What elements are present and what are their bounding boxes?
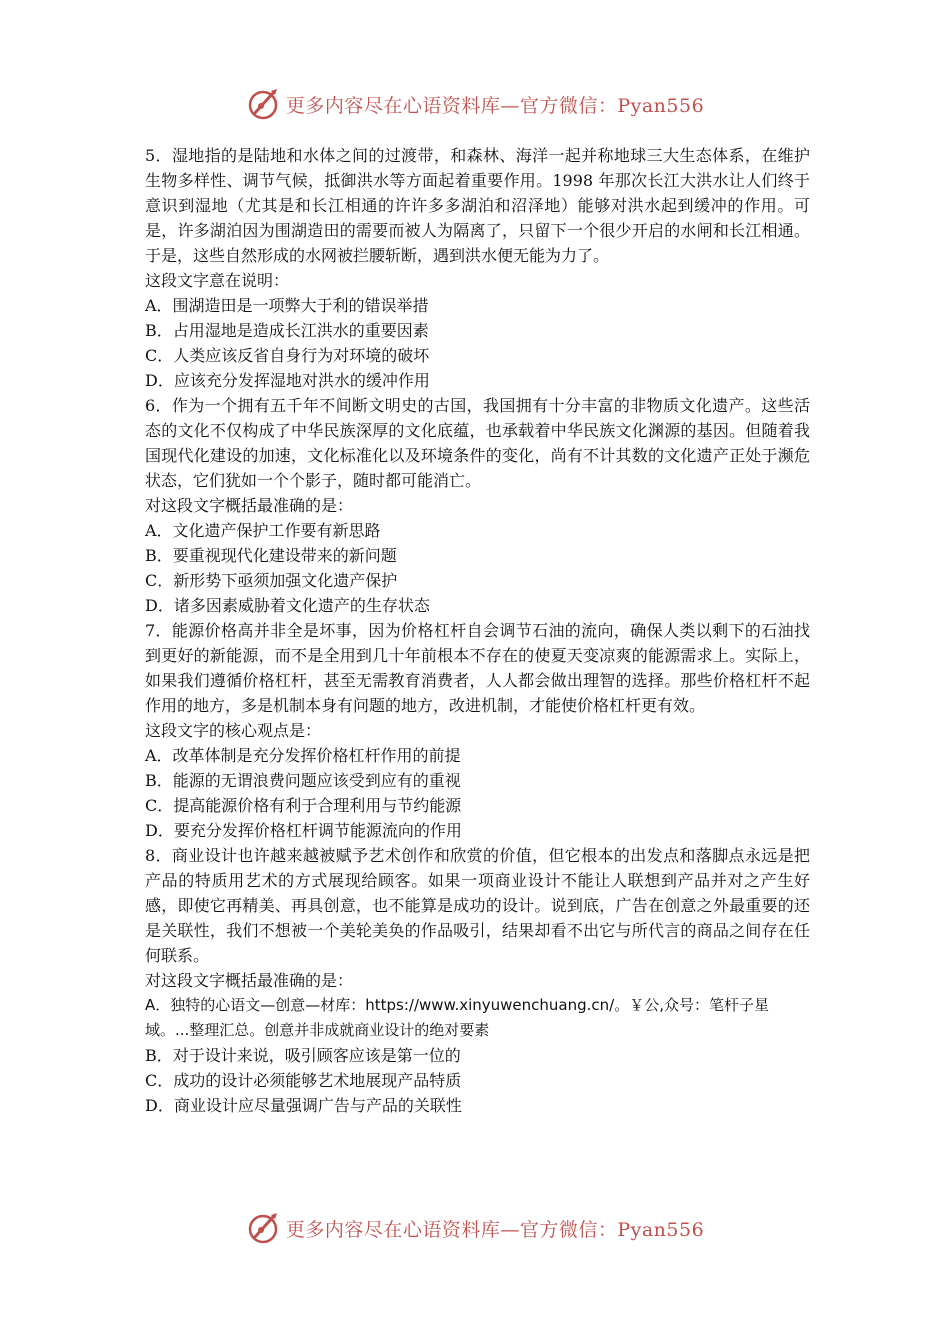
question-7: [145, 618, 810, 843]
option-a: A．围湖造田是一项弊大于利的错误举措: [145, 296, 429, 315]
document-body: [145, 143, 810, 1118]
option-d: D．商业设计应尽量强调广告与产品的关联性: [145, 1096, 462, 1115]
option-b: B．要重视现代化建设带来的新问题: [145, 546, 397, 565]
option-d: D．应该充分发挥湿地对洪水的缓冲作用: [145, 371, 430, 390]
option-c: C．成功的设计必须能够艺术地展现产品特质: [145, 1071, 462, 1090]
question-prompt: 这段文字的核心观点是：: [145, 721, 322, 740]
option-a: A．改革体制是充分发挥价格杠杆作用的前提: [145, 746, 461, 765]
option-d: D．要充分发挥价格杠杆调节能源流向的作用: [145, 821, 462, 840]
question-passage: 7．能源价格高并非全是坏事，因为价格杠杆自会调节石油的流向，确保人类以剩下的石油找到更好的新能源，而不是全用到几十年前根本不存在的使夏天变凉爽的能源需求上。实际上，如果我们遵循价格杠杆，甚至无需教育消费者，人人都会做出理智的选择。那些价格杠杆不起作用的地方，多是机制本身有问题的地方，改进机制，才能使价格杠杆更有效。: [145, 621, 810, 715]
watermark-banner-top: [0, 84, 950, 124]
question-8: [145, 843, 810, 1118]
option-b: B．对于设计来说，吸引顾客应该是第一位的: [145, 1046, 461, 1065]
question-passage: 6．作为一个拥有五千年不间断文明史的古国，我国拥有十分丰富的非物质文化遗产。这些活态的文化不仅构成了中华民族深厚的文化底蕴，也承载着中华民族文化渊源的基因。但随着我国现代化建设的加速，文化标准化以及环境条件的变化，尚有不计其数的文化遗产正处于濒危状态，它们犹如一个个影子，随时都可能消亡。: [145, 396, 810, 490]
question-prompt: 对这段文字概括最准确的是：: [145, 496, 354, 515]
watermark-banner-bottom: [0, 1208, 950, 1248]
question-5: [145, 143, 810, 393]
watermark-text: 更多内容尽在心语资料库—官方微信：Pyan556: [285, 1218, 705, 1241]
question-passage: 8．商业设计也许越来越被赋予艺术创作和欣赏的价值，但它根本的出发点和落脚点永远是把产品的特质用艺术的方式展现给顾客。如果一项商业设计不能让人联想到产品并对之产生好感，即使它再精美、再具创意，也不能算是成功的设计。说到底，广告在创意之外最重要的还是关联性，我们不想被一个美轮美奂的作品吸引，结果却看不出它与所代言的商品之间存在任何联系。: [145, 846, 810, 965]
question-prompt: 这段文字意在说明：: [145, 271, 290, 290]
watermark-text: 更多内容尽在心语资料库—官方微信：Pyan556: [285, 94, 705, 117]
option-c: C．提高能源价格有利于合理利用与节约能源: [145, 796, 462, 815]
pen-logo-icon: [246, 86, 282, 122]
option-c: C．新形势下亟须加强文化遗产保护: [145, 571, 398, 590]
option-b: B．能源的无谓浪费问题应该受到应有的重视: [145, 771, 461, 790]
option-d: D．诸多因素威胁着文化遗产的生存状态: [145, 596, 430, 615]
option-a: A．文化遗产保护工作要有新思路: [145, 521, 381, 540]
option-c: C．人类应该反省自身行为对环境的破坏: [145, 346, 430, 365]
question-prompt: 对这段文字概括最准确的是：: [145, 971, 354, 990]
question-passage: 5．湿地指的是陆地和水体之间的过渡带，和森林、海洋一起并称地球三大生态体系，在维护生物多样性、调节气候，抵御洪水等方面起着重要作用。1998 年那次长江大洪水让人们终于意识到湿地（尤其是和长江相通的许许多多湖泊和沼泽地）能够对洪水起到缓冲的作用。可是，许多湖泊因为围湖造田的需要而被人为隔离了，只留下一个很少开启的水闸和长江相通。于是，这些自然形成的水网被拦腰斩断，遇到洪水便无能为力了。: [145, 146, 810, 265]
pen-logo-icon: [246, 1210, 282, 1246]
option-a: A．独特的心语文—创意—材库：https://www.xinyuwenchuang.cn/。￥公,众号：笔杆子星域。...整理汇总。创意并非成就商业设计的绝对要素: [145, 996, 769, 1039]
question-6: [145, 393, 810, 618]
option-b: B．占用湿地是造成长江洪水的重要因素: [145, 321, 429, 340]
